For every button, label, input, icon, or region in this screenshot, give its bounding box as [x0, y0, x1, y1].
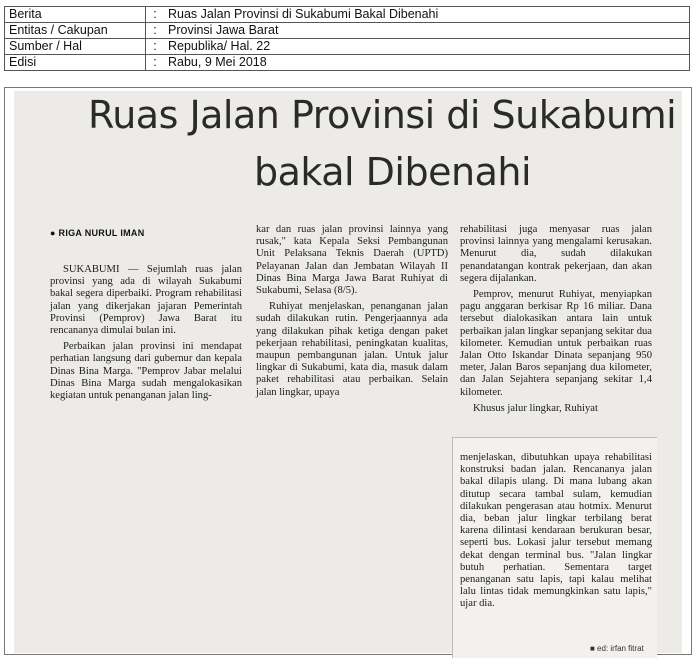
meta-row-berita — [5, 7, 690, 23]
paragraph: Pemprov, menurut Ruhiyat, menyiapkan pagu anggaran berkisar Rp 16 miliar. Dana tersebut dialokasikan antara lain untuk perbaikan jalan lingkar sepanjang sekitar dua kilometer. Kemudian untuk perbaikan ruas Jalan Otto Iskandar Dinata sepanjang 950 meter, Jalan Baros sepanjang dua kilometer, dan Jalan Sejahtera sepanjang sekitar 1,4 kilometer. — [460, 289, 652, 398]
paragraph: rehabilitasi juga menyasar ruas jalan provinsi lainnya yang mengalami kerusakan. Menurut dia, sudah dilakukan penandatangan kontrak pekerjaan, dan akan segera dijalankan. — [460, 224, 652, 284]
article-column-3 — [460, 224, 652, 415]
metadata-table — [4, 6, 690, 71]
meta-key: Edisi — [5, 55, 146, 71]
article-column-1 — [50, 264, 242, 402]
paragraph: menjelaskan, dibutuhkan upaya rehabilitasi konstruksi badan jalan. Rencananya jalan bakal dilapis ulang. Di mana lubang akan ditutup secara tambal sulam, kemudian dilakukan pengerasan atau hotmix. Menurut dia, beban jalur lingkar terbilang berat karena dilintasi kendaraan berukuran besar, seperti bus. Lokasi jalur tersebut memang dekat dengan terminal bus. "Jalan lingkar butuh perhatian. Sementara target penanganan satu lapis, tapi kalau melihat lalu lintas tidak memungkinkan satu lapis," ujar dia. — [460, 452, 652, 610]
meta-value: Provinsi Jawa Barat — [164, 23, 690, 39]
meta-value: Republika/ Hal. 22 — [164, 39, 690, 55]
meta-key: Berita — [5, 7, 146, 23]
meta-row-sumber — [5, 39, 690, 55]
meta-separator: : — [146, 55, 165, 71]
paragraph: Perbaikan jalan provinsi ini mendapat perhatian langsung dari gubernur dan kepala Dinas Bina Marga. "Pemprov Jabar melalui Dinas Bina Marga sudah mengalokasikan kegiatan untuk penanganan jalan ling- — [50, 341, 242, 402]
editor-credit: ■ ed: irfan fitrat — [590, 644, 644, 653]
headline-line-2: bakal Dibenahi — [254, 150, 531, 194]
article-column-continuation — [460, 452, 652, 611]
meta-row-entitas — [5, 23, 690, 39]
meta-value: Rabu, 9 Mei 2018 — [164, 55, 690, 71]
meta-row-edisi — [5, 55, 690, 71]
paragraph: SUKABUMI — Sejumlah ruas jalan provinsi yang ada di wilayah Sukabumi bakal segera diperbaiki. Program rehabilitasi jalan yang dikerjakan jajaran Pemerintah Provinsi (Pemprov) Jawa Barat itu rencananya dimulai bulan ini. — [50, 264, 242, 337]
meta-separator: : — [146, 7, 165, 23]
meta-key: Sumber / Hal — [5, 39, 146, 55]
meta-separator: : — [146, 23, 165, 39]
article-column-2 — [256, 224, 448, 399]
meta-value: Ruas Jalan Provinsi di Sukabumi Bakal Dibenahi — [164, 7, 690, 23]
meta-key: Entitas / Cakupan — [5, 23, 146, 39]
paragraph: Khusus jalur lingkar, Ruhiyat — [473, 402, 598, 414]
headline-line-1: Ruas Jalan Provinsi di Sukabumi — [88, 93, 677, 137]
byline: ● RIGA NURUL IMAN — [50, 228, 145, 238]
paragraph: kar dan ruas jalan provinsi lainnya yang rusak," kata Kepala Seksi Pembangunan Unit Pelaksana Teknis Daerah (UPTD) Pelayanan Jalan dan Jembatan Wilayah II Dinas Bina Marga Jawa Barat Ruhiyat di Sukabumi, Selasa (8/5). — [256, 224, 448, 297]
meta-separator: : — [146, 39, 165, 55]
paragraph: Ruhiyat menjelaskan, penanganan jalan sudah dilakukan rutin. Pengerjaannya ada yang dilakukan pihak ketiga dengan paket pekerjaan rehabilitasi, peningkatan kualitas, maupun pembangunan jalan. Untuk jalur lingkar di Sukabumi, kata dia, masuk dalam paket rehabilitasi atau perbaikan. Selain jalan lingkar, upaya — [256, 301, 448, 398]
